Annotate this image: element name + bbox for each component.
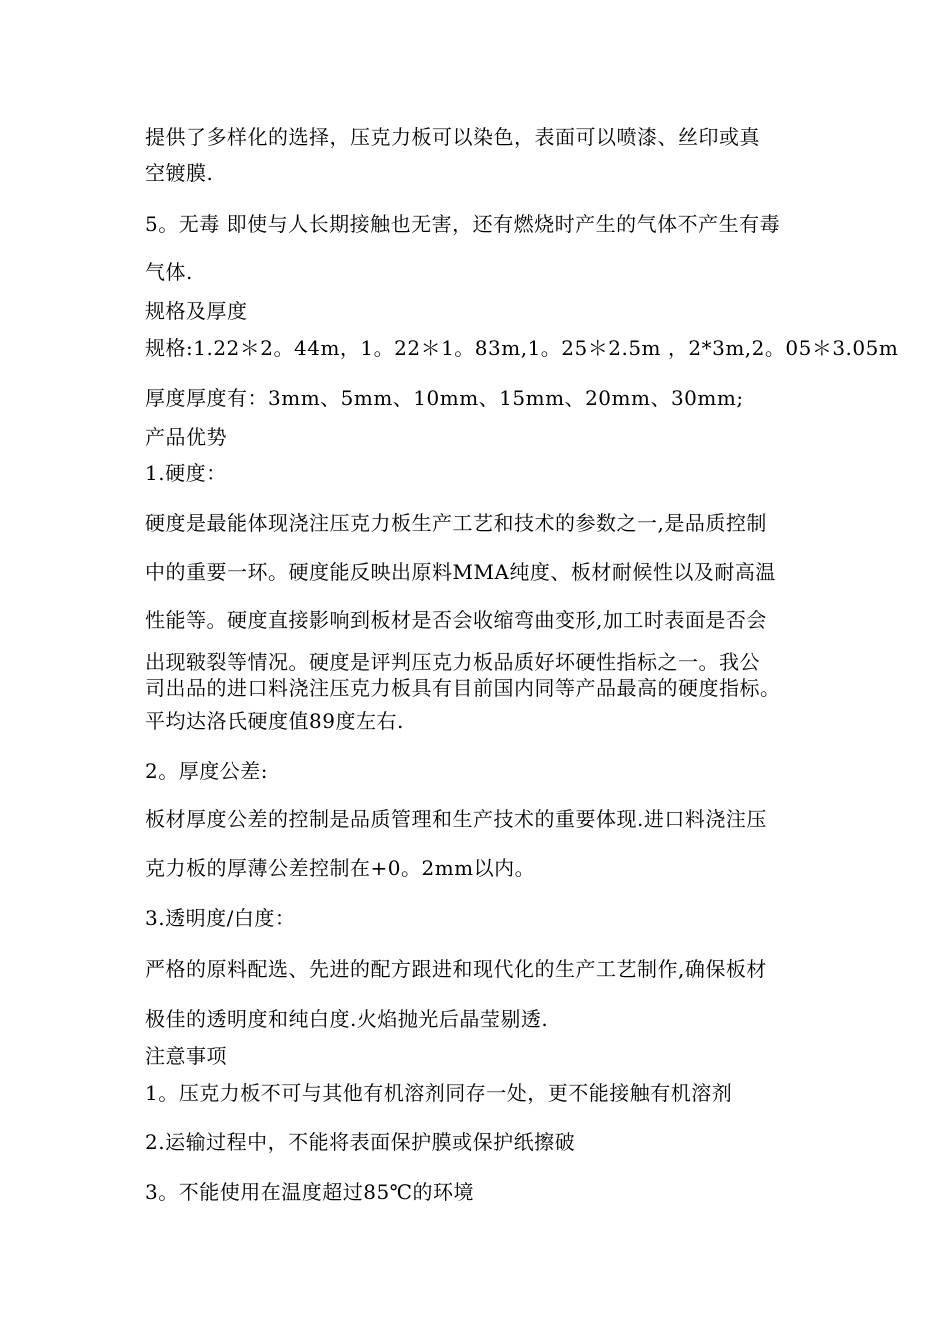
text-line: 硬度是最能体现浇注压克力板生产工艺和技术的参数之一,是品质控制: [145, 511, 767, 535]
text-line: 厚度厚度有：3mm、5mm、10mm、15mm、20mm、30mm;: [145, 386, 744, 410]
text-line: 5。无毒 即使与人长期接触也无害，还有燃烧时产生的气体不产生有毒: [145, 212, 781, 236]
list-item: 3。不能使用在温度超过85℃的环境: [145, 1180, 475, 1204]
text-line: 提供了多样化的选择，压克力板可以染色，表面可以喷漆、丝印或真: [145, 125, 760, 149]
text-line: 出现皲裂等情况。硬度是评判压克力板品质好坏硬性指标之一。我公: [145, 650, 760, 674]
text-line: 司出品的进口料浇注压克力板具有目前国内同等产品最高的硬度指标。: [145, 676, 781, 700]
subsection-heading: 3.透明度/白度：: [145, 906, 296, 930]
text-line: 中的重要一环。硬度能反映出原料MMA纯度、板材耐候性以及耐高温: [145, 560, 776, 584]
text-line: 空镀膜.: [145, 161, 214, 185]
list-item: 1。压克力板不可与其他有机溶剂同存一处，更不能接触有机溶剂: [145, 1081, 733, 1105]
section-heading: 规格及厚度: [145, 299, 248, 323]
section-heading: 注意事项: [145, 1044, 227, 1068]
text-line: 平均达洛氏硬度值89度左右.: [145, 709, 404, 733]
text-line: 极佳的透明度和纯白度.火焰抛光后晶莹剔透.: [145, 1007, 549, 1031]
text-line: 气体.: [145, 260, 193, 284]
section-heading: 产品优势: [145, 425, 227, 449]
subsection-heading: 2。厚度公差:: [145, 759, 268, 783]
text-line: 克力板的厚薄公差控制在+0。2mm以内。: [145, 856, 536, 880]
list-item: 2.运输过程中，不能将表面保护膜或保护纸擦破: [145, 1130, 576, 1154]
text-line: 板材厚度公差的控制是品质管理和生产技术的重要体现.进口料浇注压: [145, 807, 767, 831]
subsection-heading: 1.硬度：: [145, 461, 227, 485]
text-line: 规格:1.22＊2。44m，1。22＊1。83m,1。25＊2.5m ，2*3m,2。05＊3.05m: [145, 336, 899, 360]
text-line: 严格的原料配选、先进的配方跟进和现代化的生产工艺制作,确保板材: [145, 957, 767, 981]
text-line: 性能等。硬度直接影响到板材是否会收缩弯曲变形,加工时表面是否会: [145, 608, 767, 632]
